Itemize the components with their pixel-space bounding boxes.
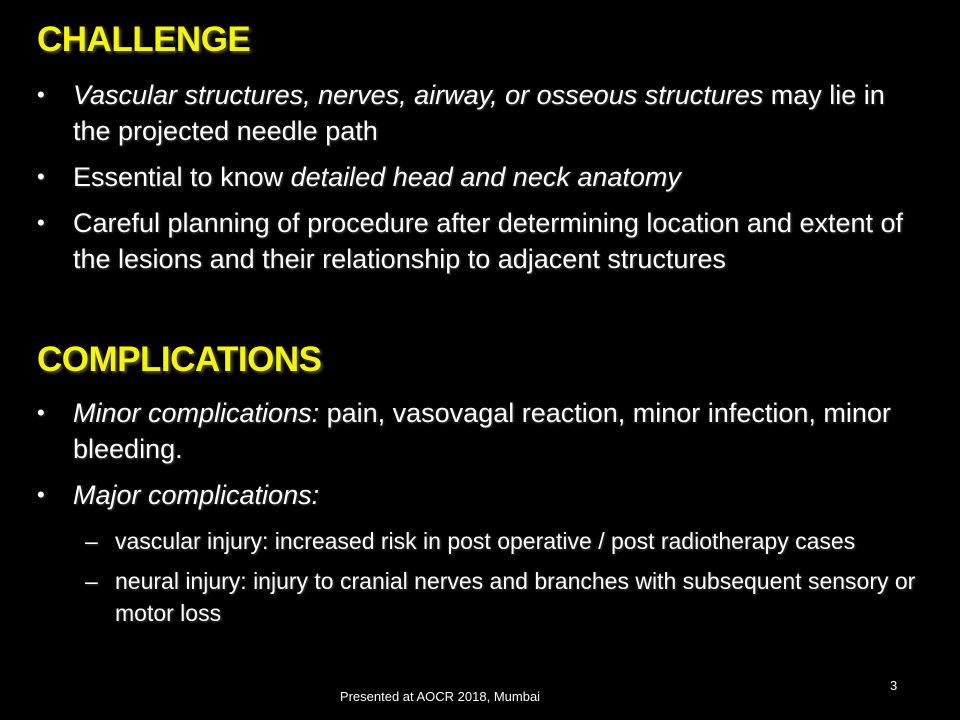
challenge-heading: CHALLENGE	[37, 20, 251, 59]
bullet-icon: •	[37, 482, 45, 507]
complications-list	[37, 395, 920, 637]
list-item	[37, 77, 920, 149]
footer-text: Presented at AOCR 2018, Mumbai	[339, 689, 541, 704]
bullet-italic: Vascular structures, nerves, airway, or osseous structures	[73, 80, 764, 110]
dash-icon: –	[85, 568, 98, 594]
minor-label: Minor complications:	[73, 398, 320, 428]
complications-heading: COMPLICATIONS	[37, 340, 322, 379]
bullet-text: Careful planning of procedure after determining location and extent of the lesions and their relationship to adjacent structures	[73, 208, 904, 274]
minor-text: pain, vasovagal reaction, minor infection, minor bleeding.	[73, 398, 891, 464]
sub-item-text: neural injury: injury to cranial nerves and branches with subsequent sensory or motor loss	[115, 568, 916, 626]
list-item	[37, 159, 920, 195]
list-item	[37, 395, 920, 467]
dash-icon: –	[85, 528, 98, 554]
sub-item-text: vascular injury: increased risk in post operative / post radiotherapy cases	[115, 528, 856, 554]
challenge-list	[37, 77, 920, 287]
sub-list-item	[37, 565, 920, 629]
sub-list-item	[37, 525, 920, 557]
bullet-icon: •	[37, 400, 45, 425]
bullet-italic: detailed head and neck anatomy	[290, 162, 681, 192]
page-number: 3	[890, 678, 898, 693]
major-label: Major complications:	[73, 480, 320, 510]
bullet-icon: •	[37, 82, 45, 107]
list-item	[37, 205, 920, 277]
bullet-text: Essential to know	[73, 162, 291, 192]
list-item	[37, 477, 920, 513]
bullet-text: may lie in the projected needle path	[73, 80, 885, 146]
bullet-icon: •	[37, 210, 45, 235]
bullet-icon: •	[37, 164, 45, 189]
